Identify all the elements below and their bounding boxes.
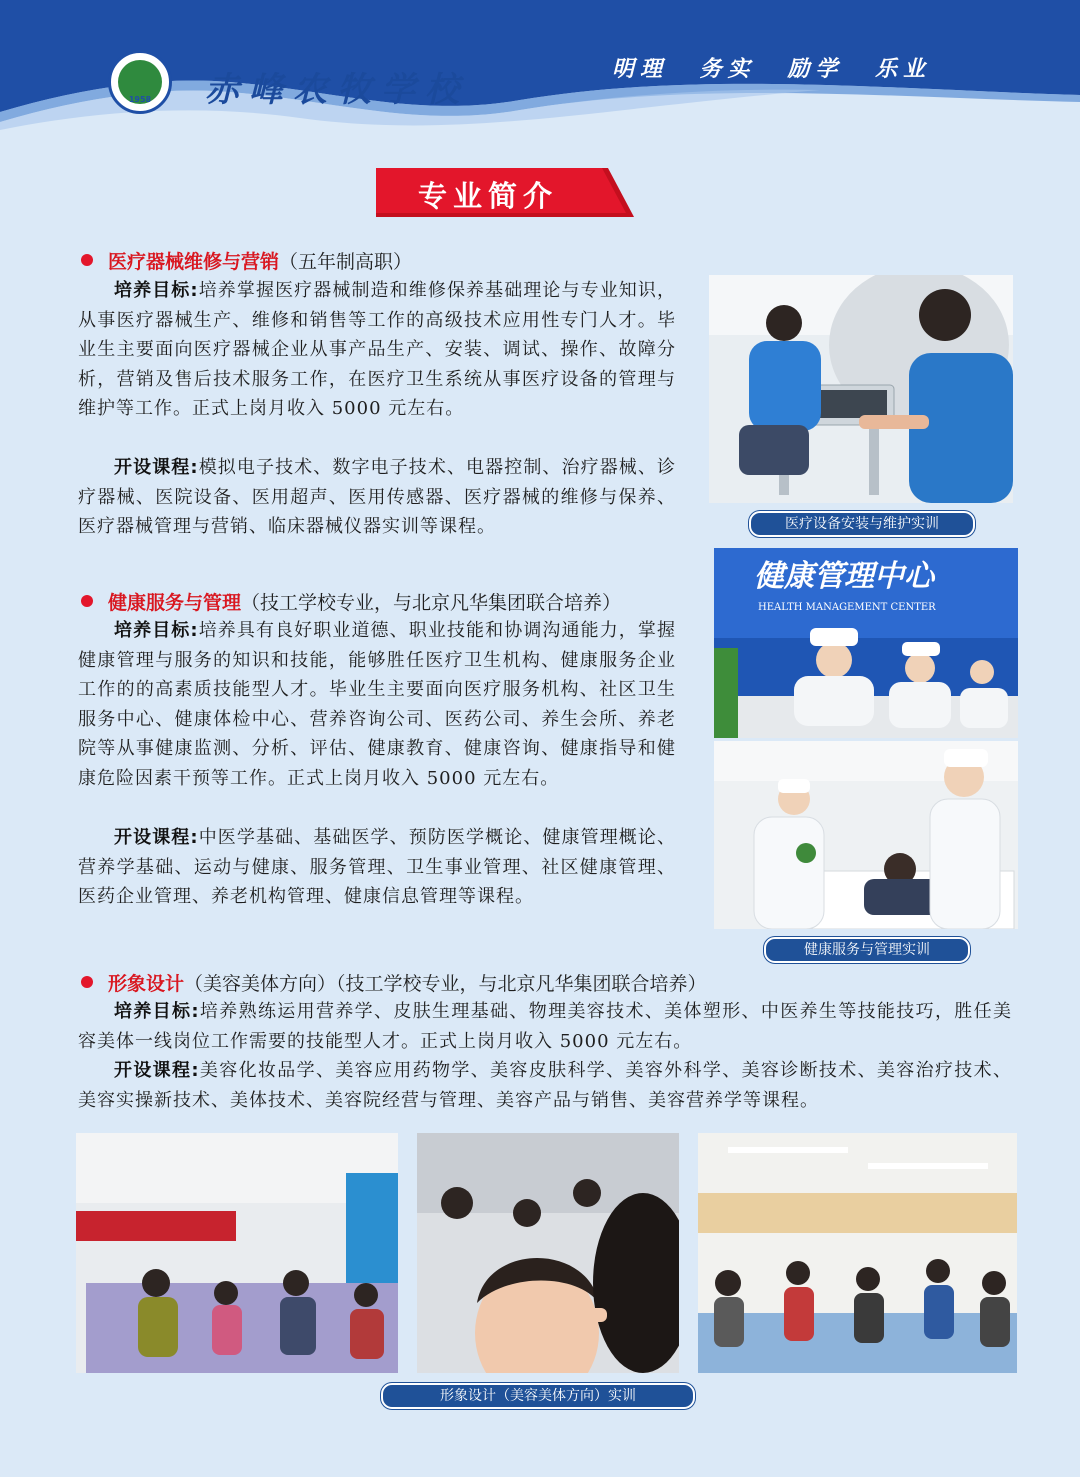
program-title-1: 医疗器械维修与营销（五年制高职）	[108, 251, 413, 273]
bullet-icon	[81, 254, 93, 266]
program-title-2: 健康服务与管理（技工学校专业，与北京凡华集团联合培养）	[108, 592, 622, 614]
health-sign-text: 健康管理中心	[754, 559, 934, 594]
section-title-banner	[376, 168, 634, 217]
health-center-photo	[714, 548, 1018, 738]
program-goal-2: 培养目标:培养具有良好职业道德、职业技能和协调沟通能力，掌握健康管理与服务的知识和技能，能够胜任医疗卫生机构、健康服务企业工作的的高素质技能型人才。毕业生主要面向医疗服务机构、社区卫生服务中心、健康体检中心、营养咨询公司、医药公司、养生会所、养老院等从事健康监测、分析、评估、健康教育、健康咨询、健康指导和健康危险因素干预等工作。正式上岗月收入 5000 元左右。	[78, 620, 677, 789]
health-photo-caption: 健康服务与管理实训	[764, 937, 970, 963]
program-goal-1: 培养目标:培养掌握医疗器械制造和维修保养基础理论与专业知识，从事医疗器械生产、维修和销售等工作的高级技术应用性专门人才。毕业生主要面向医疗器械企业从事产品生产、安装、调试、操作、故障分析，营销及售后技术服务工作，在医疗卫生系统从事医疗设备的管理与维护等工作。正式上岗月收入 5000 元左右。	[78, 280, 677, 420]
beauty-makeup-photo	[417, 1133, 679, 1373]
program-goal-3: 培养目标:培养熟练运用营养学、皮肤生理基础、物理美容技术、美体塑形、中医养生等技能技巧，胜任美容美体一线岗位工作需要的技能型人才。正式上岗月收入 5000 元左右。	[78, 1001, 1012, 1052]
school-logo: 1958	[108, 50, 172, 114]
bullet-icon	[81, 595, 93, 607]
program-title-3: 形象设计（美容美体方向）（技工学校专业，与北京凡华集团联合培养）	[108, 973, 707, 995]
medical-training-photo	[709, 275, 1013, 503]
health-sign-en: HEALTH MANAGEMENT CENTER	[758, 602, 936, 613]
bullet-icon	[81, 976, 93, 988]
beauty-classroom-photo-1	[76, 1133, 398, 1373]
beauty-photo-caption: 形象设计（美容美体方向）实训	[381, 1383, 695, 1409]
program-courses-2: 开设课程:中医学基础、基础医学、预防医学概论、健康管理概论、营养学基础、运动与健康、服务管理、卫生事业管理、社区健康管理、医药企业管理、养老机构管理、健康信息管理等课程。	[78, 827, 677, 908]
school-name: 赤峰农牧学校	[205, 70, 469, 110]
page-header	[0, 0, 1080, 140]
school-motto: 明理 务实 励学 乐业	[612, 56, 931, 82]
health-ward-photo	[714, 741, 1018, 929]
program-courses-1: 开设课程:模拟电子技术、数字电子技术、电器控制、治疗器械、诊疗器械、医院设备、医用超声、医用传感器、医疗器械的维修与保养、医疗器械管理与营销、临床器械仪器实训等课程。	[78, 457, 677, 538]
beauty-classroom-photo-2	[698, 1133, 1017, 1373]
medical-photo-caption: 医疗设备安装与维护实训	[749, 511, 975, 537]
program-courses-3: 开设课程:美容化妆品学、美容应用药物学、美容皮肤科学、美容外科学、美容诊断技术、美容治疗技术、美容实操新技术、美体技术、美容院经营与管理、美容产品与销售、美容营养学等课程。	[78, 1060, 1012, 1111]
section-title: 专业简介	[417, 179, 558, 213]
